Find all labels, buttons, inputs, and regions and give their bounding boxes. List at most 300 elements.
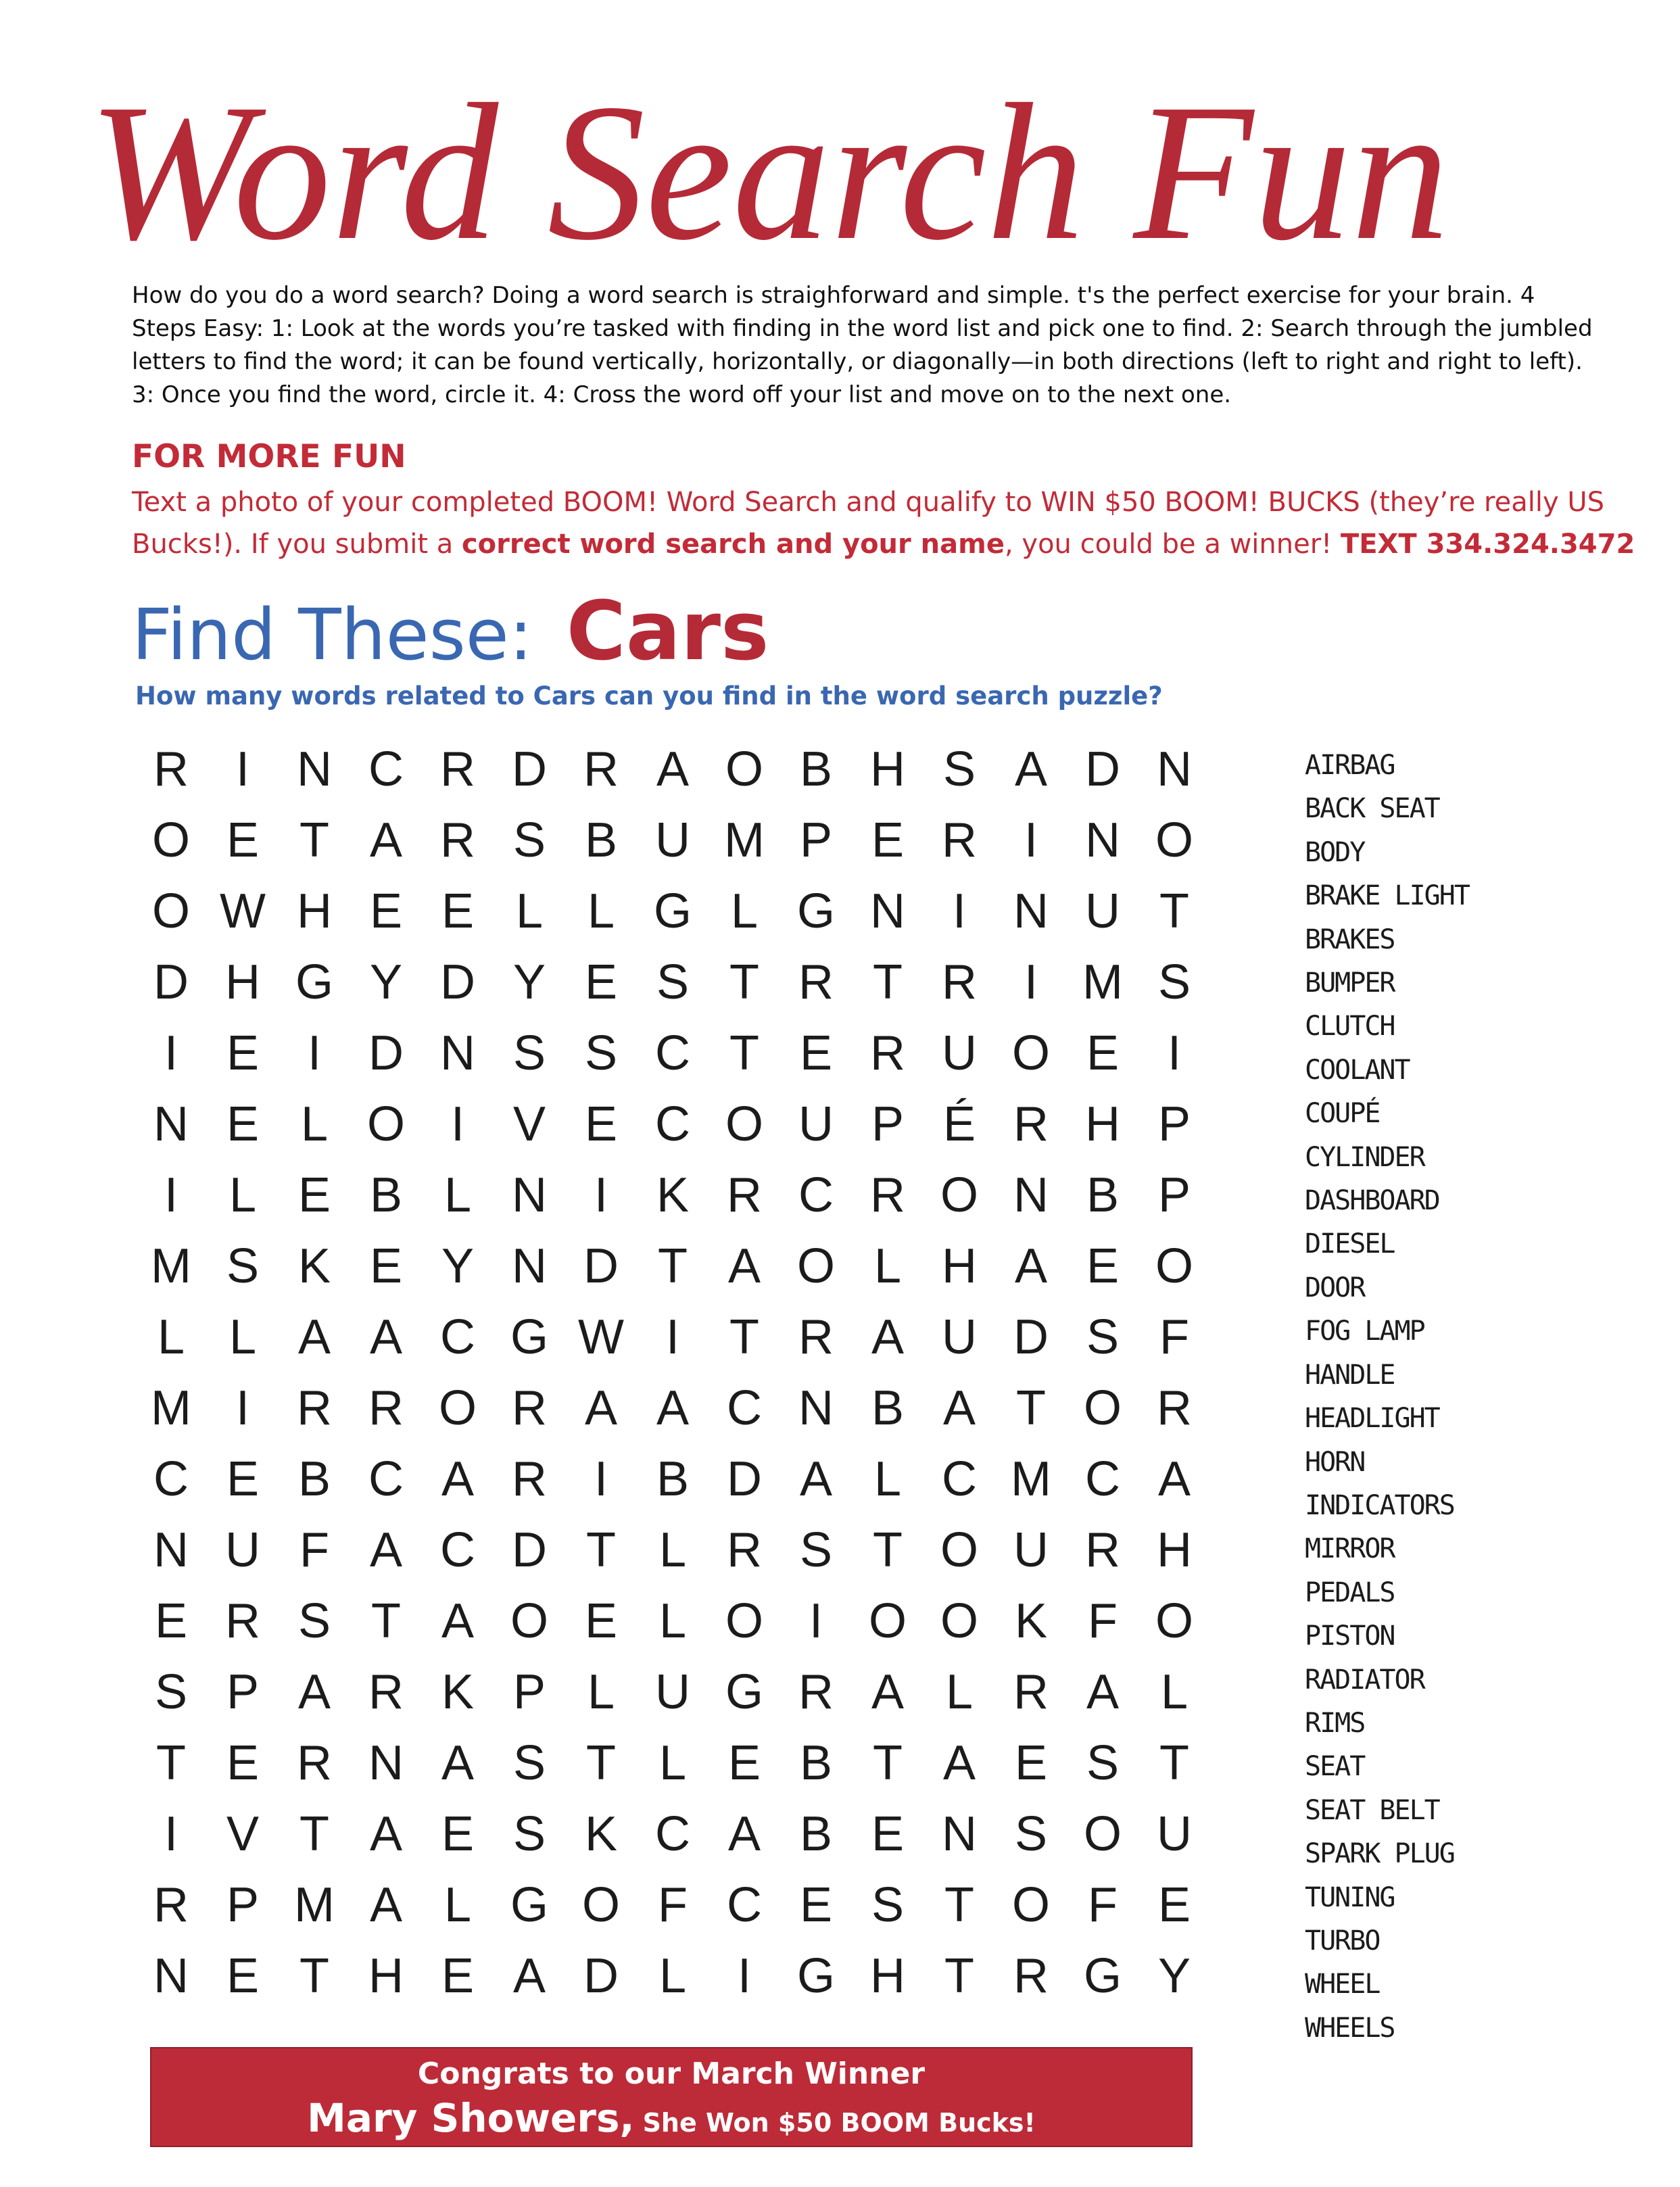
- grid-cell: E: [584, 1097, 618, 1151]
- grid-cell: S: [942, 742, 976, 796]
- find-label: Find These:: [132, 594, 533, 676]
- grid-cell: N: [440, 1026, 475, 1080]
- grid-cell: O: [725, 1097, 763, 1151]
- grid-cell: T: [1159, 1735, 1189, 1790]
- grid-cell: N: [1013, 884, 1049, 938]
- more-fun-text-part-1: Text a photo of your completed BOOM! Word Search and qualify to WIN $50 BOOM! BUCKS (they’re really US Bucks!). If you submit a: [132, 487, 1605, 560]
- word-list-item: COUPÉ: [1305, 1098, 1380, 1130]
- word-list-item: PISTON: [1305, 1620, 1395, 1652]
- grid-cell: A: [871, 1309, 905, 1364]
- more-fun-bold-1: correct word search and your name: [461, 529, 1005, 560]
- grid-cell: R: [440, 813, 475, 867]
- grid-cell: R: [153, 1877, 189, 1932]
- grid-cell: U: [1157, 1806, 1192, 1861]
- grid-cell: M: [294, 1877, 335, 1932]
- grid-cell: N: [153, 1948, 189, 2003]
- grid-cell: R: [368, 1380, 404, 1435]
- grid-cell: B: [1086, 1168, 1120, 1222]
- grid-cell: T: [873, 1735, 903, 1790]
- grid-cell: A: [942, 1735, 976, 1790]
- grid-cell: F: [299, 1522, 329, 1577]
- grid-cell: L: [730, 884, 759, 938]
- grid-cell: E: [226, 1948, 260, 2003]
- grid-cell: I: [235, 742, 249, 796]
- grid-cell: U: [225, 1522, 260, 1577]
- grid-cell: A: [727, 1239, 761, 1293]
- grid-cell: H: [870, 742, 905, 796]
- grid-cell: C: [440, 1522, 475, 1577]
- grid-cell: U: [1013, 1522, 1049, 1577]
- grid-cell: O: [868, 1593, 907, 1648]
- grid-cell: R: [297, 1380, 332, 1435]
- grid-cell: L: [587, 1664, 615, 1719]
- grid-cell: M: [151, 1380, 191, 1435]
- grid-cell: E: [226, 1451, 260, 1506]
- grid-cell: L: [515, 884, 544, 938]
- grid-cell: I: [665, 1309, 679, 1364]
- grid-cell: N: [368, 1735, 404, 1790]
- word-list-item: FOG LAMP: [1305, 1316, 1424, 1347]
- grid-cell: T: [1159, 884, 1189, 938]
- grid-cell: A: [297, 1664, 331, 1719]
- grid-cell: I: [450, 1097, 464, 1151]
- grid-cell: E: [1157, 1877, 1191, 1932]
- grid-cell: P: [1157, 1168, 1191, 1222]
- grid-cell: P: [799, 813, 833, 867]
- grid-cell: U: [655, 1664, 690, 1719]
- grid-cell: S: [871, 1877, 905, 1932]
- grid-cell: T: [944, 1948, 974, 2003]
- grid-cell: B: [656, 1451, 690, 1506]
- grid-cell: I: [1024, 813, 1038, 867]
- word-list-item: BODY: [1305, 836, 1365, 868]
- grid-cell: E: [154, 1593, 188, 1648]
- page-title: Word Search Fun: [88, 64, 1449, 281]
- grid-cell: Y: [512, 955, 546, 1009]
- word-list-item: TUNING: [1305, 1881, 1395, 1913]
- grid-cell: A: [656, 742, 690, 796]
- grid-cell: Y: [441, 1239, 475, 1293]
- grid-cell: G: [295, 955, 333, 1009]
- grid-cell: G: [796, 1948, 835, 2003]
- grid-cell: O: [1155, 1239, 1193, 1293]
- grid-cell: E: [871, 1806, 905, 1861]
- grid-cell: D: [1013, 1309, 1049, 1364]
- grid-cell: D: [512, 742, 547, 796]
- grid-cell: E: [727, 1735, 761, 1790]
- grid-cell: I: [737, 1948, 751, 2003]
- grid-cell: L: [945, 1664, 974, 1719]
- winner-line: [151, 2094, 1191, 2152]
- grid-cell: D: [512, 1522, 547, 1577]
- grid-cell: U: [655, 813, 690, 867]
- grid-cell: U: [798, 1097, 834, 1151]
- grid-cell: C: [727, 1380, 762, 1435]
- grid-cell: K: [656, 1168, 690, 1222]
- grid-cell: R: [942, 955, 977, 1009]
- grid-cell: A: [942, 1380, 976, 1435]
- grid-cell: T: [299, 813, 329, 867]
- grid-cell: N: [1013, 1168, 1049, 1222]
- grid-cell: R: [942, 813, 977, 867]
- grid-cell: E: [369, 884, 403, 938]
- grid-cell: E: [441, 884, 475, 938]
- grid-cell: S: [512, 1735, 546, 1790]
- word-list-item: INDICATORS: [1305, 1489, 1454, 1521]
- grid-cell: S: [799, 1522, 833, 1577]
- grid-cell: C: [798, 1168, 834, 1222]
- grid-cell: D: [440, 955, 475, 1009]
- grid-cell: C: [1085, 1451, 1120, 1506]
- grid-cell: B: [799, 1806, 833, 1861]
- grid-cell: E: [584, 1593, 618, 1648]
- grid-cell: T: [873, 955, 903, 1009]
- grid-cell: A: [1086, 1664, 1120, 1719]
- grid-cell: T: [729, 955, 759, 1009]
- grid-cell: T: [371, 1593, 401, 1648]
- grid-cell: I: [164, 1168, 178, 1222]
- grid-cell: T: [1016, 1380, 1046, 1435]
- more-fun-phone: TEXT 334.324.3472: [1340, 529, 1635, 560]
- grid-cell: L: [658, 1593, 687, 1648]
- grid-cell: S: [1086, 1735, 1120, 1790]
- grid-cell: W: [578, 1309, 624, 1364]
- grid-cell: M: [151, 1239, 191, 1293]
- grid-cell: B: [799, 742, 833, 796]
- grid-cell: A: [369, 813, 403, 867]
- grid-cell: W: [220, 884, 266, 938]
- grid-cell: I: [594, 1451, 608, 1506]
- word-list-item: HORN: [1305, 1446, 1365, 1478]
- grid-cell: I: [164, 1806, 178, 1861]
- grid-cell: L: [443, 1877, 472, 1932]
- grid-cell: F: [1088, 1593, 1118, 1648]
- grid-cell: R: [1013, 1948, 1049, 2003]
- more-fun-text-part-2: , you could be a winner!: [1004, 529, 1341, 560]
- word-list-item: CLUTCH: [1305, 1011, 1395, 1042]
- grid-cell: T: [658, 1239, 688, 1293]
- grid-cell: I: [952, 884, 966, 938]
- grid-cell: S: [512, 1806, 546, 1861]
- grid-cell: O: [1011, 1877, 1050, 1932]
- grid-cell: E: [1086, 1239, 1120, 1293]
- grid-cell: A: [1014, 1239, 1048, 1293]
- grid-cell: D: [583, 1948, 619, 2003]
- grid-cell: G: [510, 1877, 548, 1932]
- grid-cell: P: [512, 1664, 546, 1719]
- grid-cell: R: [297, 1735, 332, 1790]
- word-list-item: CYLINDER: [1305, 1141, 1424, 1173]
- grid-cell: I: [307, 1026, 321, 1080]
- grid-cell: L: [873, 1451, 902, 1506]
- word-list-item: BRAKES: [1305, 923, 1395, 955]
- word-list-item: RADIATOR: [1305, 1664, 1424, 1696]
- grid-cell: P: [1157, 1097, 1191, 1151]
- grid-cell: O: [725, 1593, 763, 1648]
- grid-cell: O: [366, 1097, 405, 1151]
- grid-cell: O: [725, 742, 763, 796]
- grid-cell: E: [1086, 1026, 1120, 1080]
- grid-cell: I: [594, 1168, 608, 1222]
- grid-cell: H: [870, 1948, 905, 2003]
- word-list-item: DIESEL: [1305, 1228, 1395, 1260]
- grid-cell: B: [369, 1168, 403, 1222]
- word-list-item: PEDALS: [1305, 1577, 1395, 1608]
- grid-cell: E: [226, 1097, 260, 1151]
- grid-cell: L: [873, 1239, 902, 1293]
- grid-cell: D: [583, 1239, 619, 1293]
- grid-cell: T: [299, 1806, 329, 1861]
- grid-cell: E: [871, 813, 905, 867]
- word-list-item: WHEELS: [1305, 2012, 1395, 2044]
- grid-cell: R: [798, 1664, 834, 1719]
- grid-cell: D: [368, 1026, 404, 1080]
- grid-cell: O: [510, 1593, 548, 1648]
- word-list-item: COOLANT: [1305, 1054, 1410, 1086]
- find-subtitle: How many words related to Cars can you find in the word search puzzle?: [135, 681, 1163, 711]
- grid-cell: S: [226, 1239, 260, 1293]
- grid-cell: D: [153, 955, 189, 1009]
- grid-cell: I: [1167, 1026, 1181, 1080]
- grid-cell: R: [798, 955, 834, 1009]
- grid-cell: A: [369, 1806, 403, 1861]
- grid-cell: S: [584, 1026, 618, 1080]
- grid-cell: T: [873, 1522, 903, 1577]
- grid-cell: E: [369, 1239, 403, 1293]
- grid-cell: E: [441, 1806, 475, 1861]
- grid-cell: E: [584, 955, 618, 1009]
- grid-cell: C: [368, 1451, 404, 1506]
- grid-cell: N: [512, 1168, 547, 1222]
- grid-cell: A: [584, 1380, 618, 1435]
- grid-cell: F: [658, 1877, 688, 1932]
- grid-cell: H: [942, 1239, 977, 1293]
- grid-cell: O: [1083, 1380, 1122, 1435]
- grid-cell: K: [297, 1239, 331, 1293]
- grid-cell: O: [151, 813, 190, 867]
- grid-cell: D: [727, 1451, 762, 1506]
- grid-cell: N: [1085, 813, 1120, 867]
- grid-cell: C: [655, 1026, 690, 1080]
- grid-cell: A: [369, 1522, 403, 1577]
- grid-cell: R: [1085, 1522, 1120, 1577]
- grid-cell: G: [796, 884, 835, 938]
- grid-cell: Y: [369, 955, 403, 1009]
- grid-cell: P: [871, 1097, 905, 1151]
- grid-cell: N: [798, 1380, 834, 1435]
- word-list-item: AIRBAG: [1305, 750, 1395, 781]
- grid-cell: G: [1083, 1948, 1122, 2003]
- grid-cell: B: [799, 1735, 833, 1790]
- grid-cell: P: [226, 1664, 260, 1719]
- grid-cell: A: [297, 1309, 331, 1364]
- grid-cell: B: [584, 813, 618, 867]
- grid-cell: O: [1155, 1593, 1193, 1648]
- more-fun-text: [132, 481, 1639, 565]
- grid-cell: T: [729, 1309, 759, 1364]
- grid-cell: T: [944, 1877, 974, 1932]
- grid-cell: R: [1013, 1664, 1049, 1719]
- grid-cell: C: [655, 1806, 690, 1861]
- grid-cell: E: [799, 1026, 833, 1080]
- grid-cell: O: [438, 1380, 477, 1435]
- grid-cell: C: [153, 1451, 189, 1506]
- grid-cell: A: [441, 1451, 475, 1506]
- grid-cell: C: [368, 742, 404, 796]
- grid-cell: T: [156, 1735, 186, 1790]
- winner-heading: Congrats to our March Winner: [417, 2057, 926, 2091]
- grid-cell: L: [1160, 1664, 1189, 1719]
- grid-cell: N: [870, 884, 905, 938]
- grid-cell: M: [1011, 1451, 1051, 1506]
- find-topic: Cars: [566, 585, 769, 679]
- grid-cell: K: [584, 1806, 618, 1861]
- grid-cell: O: [796, 1239, 835, 1293]
- grid-cell: R: [512, 1380, 547, 1435]
- more-fun-heading: FOR MORE FUN: [132, 438, 406, 475]
- grid-cell: L: [587, 884, 615, 938]
- grid-cell: C: [942, 1451, 977, 1506]
- grid-cell: L: [658, 1948, 687, 2003]
- grid-cell: C: [440, 1309, 475, 1364]
- grid-cell: A: [369, 1877, 403, 1932]
- grid-cell: K: [441, 1664, 475, 1719]
- grid-cell: R: [440, 742, 475, 796]
- grid-cell: F: [1159, 1309, 1189, 1364]
- grid-cell: T: [299, 1948, 329, 2003]
- grid-cell: O: [581, 1877, 620, 1932]
- grid-cell: G: [653, 884, 692, 938]
- grid-cell: P: [226, 1877, 260, 1932]
- word-list-item: SEAT BELT: [1305, 1794, 1439, 1826]
- word-list-item: MIRROR: [1305, 1533, 1395, 1565]
- grid-cell: A: [727, 1806, 761, 1861]
- grid-cell: R: [153, 742, 189, 796]
- grid-cell: O: [151, 884, 190, 938]
- word-list-item: BRAKE LIGHT: [1305, 880, 1469, 912]
- grid-cell: L: [229, 1309, 257, 1364]
- letter-grid: [135, 734, 1210, 2011]
- grid-cell: H: [368, 1948, 404, 2003]
- grid-cell: E: [1014, 1735, 1048, 1790]
- grid-cell: I: [235, 1380, 249, 1435]
- grid-cell: B: [871, 1380, 905, 1435]
- grid-cell: B: [297, 1451, 331, 1506]
- grid-cell: É: [942, 1097, 976, 1151]
- grid-cell: S: [1086, 1309, 1120, 1364]
- word-list-item: WHEEL: [1305, 1969, 1380, 2000]
- winner-name: Mary Showers,: [307, 2095, 635, 2141]
- grid-cell: O: [940, 1168, 978, 1222]
- grid-cell: R: [727, 1168, 762, 1222]
- grid-cell: G: [725, 1664, 763, 1719]
- grid-cell: S: [512, 813, 546, 867]
- word-list-item: DOOR: [1305, 1272, 1365, 1303]
- grid-cell: N: [153, 1097, 189, 1151]
- grid-cell: D: [1085, 742, 1120, 796]
- word-list-item: HANDLE: [1305, 1359, 1395, 1391]
- grid-cell: G: [510, 1309, 548, 1364]
- grid-cell: V: [226, 1806, 260, 1861]
- grid-cell: I: [1024, 955, 1038, 1009]
- find-heading: [132, 585, 769, 679]
- grid-cell: E: [799, 1877, 833, 1932]
- grid-cell: N: [297, 742, 332, 796]
- grid-cell: E: [226, 813, 260, 867]
- grid-cell: C: [655, 1097, 690, 1151]
- grid-cell: A: [799, 1451, 833, 1506]
- grid-cell: L: [157, 1309, 185, 1364]
- grid-cell: A: [871, 1664, 905, 1719]
- grid-cell: S: [297, 1593, 331, 1648]
- grid-cell: R: [798, 1309, 834, 1364]
- grid-cell: H: [297, 884, 332, 938]
- grid-cell: R: [870, 1168, 905, 1222]
- word-list-item: HEADLIGHT: [1305, 1403, 1439, 1435]
- grid-cell: L: [443, 1168, 472, 1222]
- grid-cell: A: [1014, 742, 1048, 796]
- grid-cell: K: [1014, 1593, 1048, 1648]
- grid-cell: Y: [1157, 1948, 1191, 2003]
- grid-cell: L: [658, 1735, 687, 1790]
- grid-cell: L: [658, 1522, 687, 1577]
- grid-cell: F: [1088, 1877, 1118, 1932]
- grid-cell: R: [870, 1026, 905, 1080]
- word-list-item: DASHBOARD: [1305, 1185, 1439, 1217]
- word-list-item: SEAT: [1305, 1751, 1365, 1783]
- grid-cell: S: [154, 1664, 188, 1719]
- grid-cell: V: [512, 1097, 546, 1151]
- grid-cell: N: [942, 1806, 977, 1861]
- instructions-text: How do you do a word search? Doing a word search is straighforward and simple. t's the perfect exercise for your brain. 4 Steps Easy: 1: Look at the words you’re tasked with finding in the word list and pick one to find. 2: Search through the jumbled letters to find the word; it can be found vertically, horizontally, or diagonally—in both directions (left to right and right to left). 3: Once you find the word, circle it. 4: Cross the word off your list and move on to the next one.: [132, 282, 1593, 408]
- word-list-item: BACK SEAT: [1305, 793, 1439, 825]
- grid-cell: M: [1082, 955, 1123, 1009]
- grid-cell: A: [1157, 1451, 1191, 1506]
- grid-cell: M: [724, 813, 765, 867]
- grid-cell: S: [512, 1026, 546, 1080]
- winner-note: She Won $50 BOOM Bucks!: [642, 2108, 1036, 2138]
- grid-cell: E: [441, 1948, 475, 2003]
- grid-cell: R: [512, 1451, 547, 1506]
- grid-cell: R: [225, 1593, 260, 1648]
- grid-cell: T: [586, 1735, 616, 1790]
- grid-cell: R: [727, 1522, 762, 1577]
- word-list: [1305, 744, 1469, 2050]
- grid-cell: H: [225, 955, 260, 1009]
- word-list-item: SPARK PLUG: [1305, 1838, 1454, 1870]
- grid-cell: A: [512, 1948, 546, 2003]
- grid-cell: E: [297, 1168, 331, 1222]
- grid-cell: O: [1011, 1026, 1050, 1080]
- grid-cell: O: [1083, 1806, 1122, 1861]
- grid-cell: U: [942, 1026, 977, 1080]
- grid-cell: L: [229, 1168, 257, 1222]
- grid-cell: S: [1014, 1806, 1048, 1861]
- grid-cell: A: [441, 1735, 475, 1790]
- grid-cell: I: [164, 1026, 178, 1080]
- grid-cell: L: [300, 1097, 329, 1151]
- grid-cell: T: [586, 1522, 616, 1577]
- grid-cell: R: [1013, 1097, 1049, 1151]
- grid-cell: O: [940, 1593, 978, 1648]
- grid-cell: E: [226, 1026, 260, 1080]
- grid-cell: A: [369, 1309, 403, 1364]
- grid-cell: E: [226, 1735, 260, 1790]
- grid-cell: N: [153, 1522, 189, 1577]
- grid-cell: N: [1157, 742, 1192, 796]
- grid-cell: O: [940, 1522, 978, 1577]
- grid-cell: R: [583, 742, 619, 796]
